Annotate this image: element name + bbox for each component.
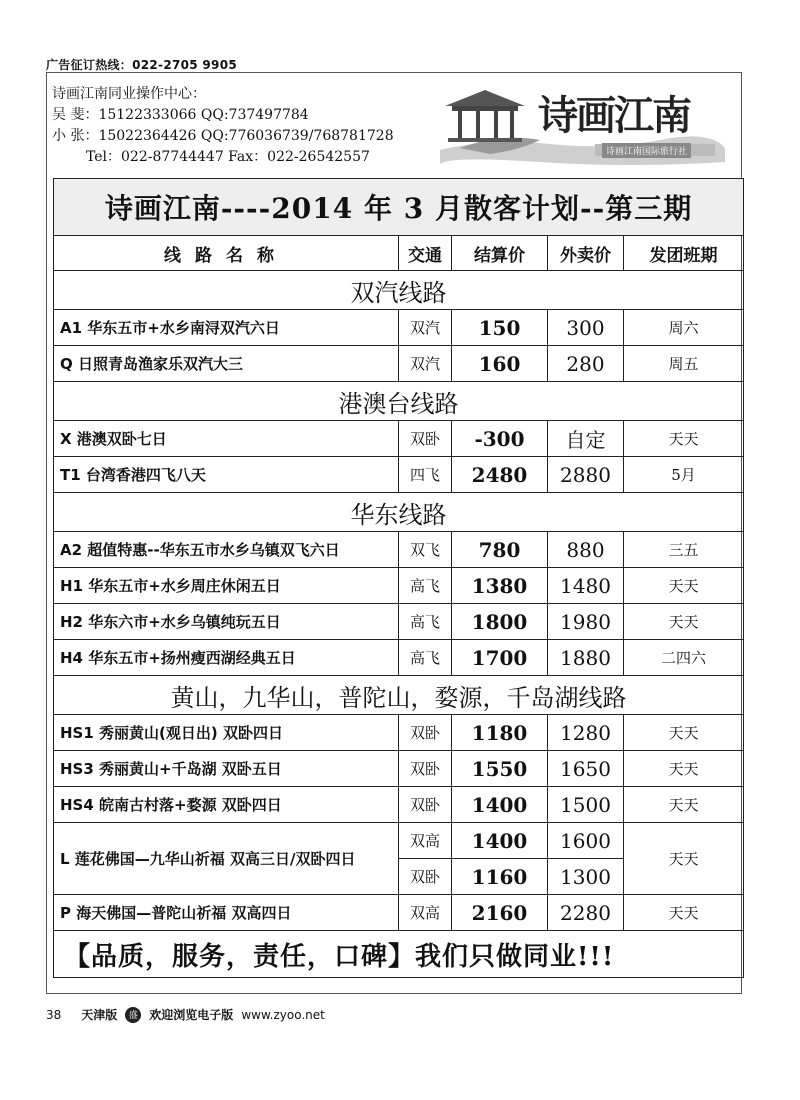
table-row [54, 532, 744, 568]
contact-wu: 吴 斐：15122333066 QQ:737497784 [52, 107, 309, 123]
route-transport: 双卧 [399, 859, 452, 895]
route-settle-price: -300 [452, 421, 548, 457]
logo-tagline: 诗画江南国际旅行社 [602, 143, 691, 158]
route-retail-price: 1500 [548, 787, 624, 823]
contact-block [52, 84, 394, 168]
route-settle-price: 1400 [452, 823, 548, 859]
route-schedule: 天天 [624, 604, 744, 640]
route-name: HS1 秀丽黄山(观日出) 双卧四日 [54, 715, 399, 751]
route-settle-price: 1160 [452, 859, 548, 895]
footer-url: www.zyoo.net [241, 1007, 325, 1022]
route-settle-price: 1700 [452, 640, 548, 676]
ad-hotline: 广告征订热线：022-2705 9905 [46, 58, 238, 72]
table-row [54, 715, 744, 751]
table-row [54, 346, 744, 382]
route-schedule: 天天 [624, 568, 744, 604]
route-retail-price: 1480 [548, 568, 624, 604]
header-transport: 交通 [399, 236, 452, 271]
route-transport: 双飞 [399, 532, 452, 568]
footer-text: 欢迎浏览电子版 [149, 1008, 234, 1022]
header-retail-price: 外卖价 [548, 236, 624, 271]
route-schedule: 周五 [624, 346, 744, 382]
route-name: L 莲花佛国—九华山祈福 双高三日/双卧四日 [54, 823, 399, 895]
logo-brand-text: 诗画江南 [538, 92, 690, 139]
route-schedule: 天天 [624, 715, 744, 751]
edition-label: 天津版 [81, 1008, 118, 1022]
route-settle-price: 1180 [452, 715, 548, 751]
route-settle-price: 160 [452, 346, 548, 382]
route-schedule: 周六 [624, 310, 744, 346]
route-retail-price: 2880 [548, 457, 624, 493]
table-row [54, 823, 744, 859]
route-name: H2 华东六市+水乡乌镇纯玩五日 [54, 604, 399, 640]
route-retail-price: 1600 [548, 823, 624, 859]
route-schedule: 二四六 [624, 640, 744, 676]
route-transport: 双卧 [399, 715, 452, 751]
route-schedule: 天天 [624, 751, 744, 787]
contact-zhang: 小 张：15022364426 QQ:776036739/768781728 [52, 128, 394, 144]
route-transport: 高飞 [399, 640, 452, 676]
route-settle-price: 2160 [452, 895, 548, 931]
header-schedule: 发团班期 [624, 236, 744, 271]
route-name: A2 超值特惠--华东五市水乡乌镇双飞六日 [54, 532, 399, 568]
section-title: 港澳台线路 [54, 382, 744, 421]
route-schedule: 三五 [624, 532, 744, 568]
route-retail-price: 1980 [548, 604, 624, 640]
table-row [54, 421, 744, 457]
route-retail-price: 280 [548, 346, 624, 382]
route-retail-price: 1650 [548, 751, 624, 787]
route-name: P 海天佛国—普陀山祈福 双高四日 [54, 895, 399, 931]
slogan-text: 【品质，服务，责任，口碑】我们只做同业!!! [54, 931, 744, 978]
table-row [54, 604, 744, 640]
route-retail-price: 1300 [548, 859, 624, 895]
route-transport: 高飞 [399, 568, 452, 604]
contact-center: 诗画江南同业操作中心： [52, 86, 206, 102]
contact-tel: Tel：022-87744447 Fax：022-26542557 [86, 149, 370, 165]
route-settle-price: 1380 [452, 568, 548, 604]
route-name: H1 华东五市+水乡周庄休闲五日 [54, 568, 399, 604]
route-name: HS4 皖南古村落+婺源 双卧四日 [54, 787, 399, 823]
route-retail-price: 2280 [548, 895, 624, 931]
header-route-name: 线路名称 [54, 236, 399, 271]
route-transport: 双汽 [399, 346, 452, 382]
header-settle-price: 结算价 [452, 236, 548, 271]
route-settle-price: 1550 [452, 751, 548, 787]
route-name: X 港澳双卧七日 [54, 421, 399, 457]
table-row [54, 568, 744, 604]
route-name: T1 台湾香港四飞八天 [54, 457, 399, 493]
route-schedule: 天天 [624, 421, 744, 457]
route-transport: 双卧 [399, 421, 452, 457]
route-name: Q 日照青岛渔家乐双汽大三 [54, 346, 399, 382]
route-transport: 双卧 [399, 751, 452, 787]
page-footer [46, 1006, 325, 1023]
table-row [54, 751, 744, 787]
route-transport: 双卧 [399, 787, 452, 823]
route-name: HS3 秀丽黄山+千岛湖 双卧五日 [54, 751, 399, 787]
table-row [54, 640, 744, 676]
page-number: 38 [46, 1007, 62, 1022]
section-row [54, 493, 744, 532]
table-row [54, 310, 744, 346]
slogan-row [54, 931, 744, 978]
table-row [54, 787, 744, 823]
route-transport: 四飞 [399, 457, 452, 493]
route-schedule: 天天 [624, 823, 744, 895]
table-row [54, 895, 744, 931]
brand-logo [430, 78, 730, 170]
route-retail-price: 自定 [548, 421, 624, 457]
tour-plan-table [53, 178, 744, 978]
route-transport: 双高 [399, 823, 452, 859]
route-transport: 双高 [399, 895, 452, 931]
publisher-badge-icon: 盛 [125, 1007, 141, 1023]
plan-title: 诗画江南----2014 年 3 月散客计划--第三期 [54, 179, 744, 236]
route-name: H4 华东五市+扬州瘦西湖经典五日 [54, 640, 399, 676]
route-settle-price: 150 [452, 310, 548, 346]
route-settle-price: 780 [452, 532, 548, 568]
route-transport: 双汽 [399, 310, 452, 346]
route-retail-price: 1280 [548, 715, 624, 751]
route-retail-price: 300 [548, 310, 624, 346]
table-row [54, 457, 744, 493]
section-row [54, 676, 744, 715]
route-retail-price: 1880 [548, 640, 624, 676]
section-title: 双汽线路 [54, 271, 744, 310]
section-title: 华东线路 [54, 493, 744, 532]
route-name: A1 华东五市+水乡南浔双汽六日 [54, 310, 399, 346]
route-schedule: 天天 [624, 787, 744, 823]
route-settle-price: 2480 [452, 457, 548, 493]
route-settle-price: 1400 [452, 787, 548, 823]
section-row [54, 382, 744, 421]
route-schedule: 天天 [624, 895, 744, 931]
route-transport: 高飞 [399, 604, 452, 640]
route-schedule: 5月 [624, 457, 744, 493]
section-title: 黄山，九华山，普陀山，婺源，千岛湖线路 [54, 676, 744, 715]
route-settle-price: 1800 [452, 604, 548, 640]
section-row [54, 271, 744, 310]
route-retail-price: 880 [548, 532, 624, 568]
